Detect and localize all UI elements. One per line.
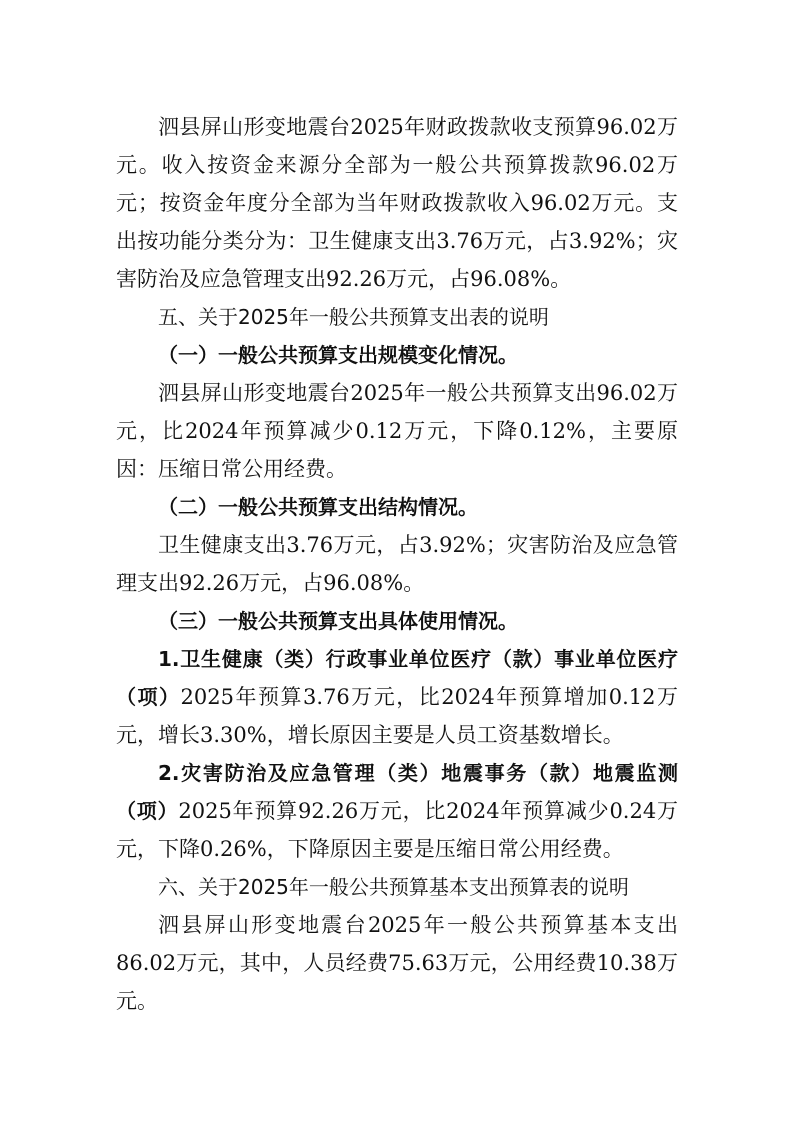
intro-paragraph: 泗县屏山形变地震台2025年财政拨款收支预算96.02万元。收入按资金来源分全部为一般公共预算拨款96.02万元；按资金年度分全部为当年财政拨款收入96.02万元。支出按功能分类分为：卫生健康支出3.76万元，占3.92%；灾害防治及应急管理支出92.26万元，占96.08%。 bbox=[116, 115, 678, 291]
section5-sub3-item1 bbox=[116, 640, 678, 754]
section5-sub2-title: （二）一般公共预算支出结构情况。 bbox=[158, 495, 478, 519]
item1-title: 1.卫生健康（类）行政事业单位医疗（款）事业单位医疗（项） bbox=[116, 647, 678, 709]
section6-text: 泗县屏山形变地震台2025年一般公共预算基本支出86.02万元，其中，人员经费75.63万元，公用经费10.38万元。 bbox=[116, 913, 678, 1013]
item1-text: 2025年预算3.76万元，比2024年预算增加0.12万元，增长3.30%，增长原因主要是人员工资基数增长。 bbox=[116, 685, 678, 747]
section5-sub2-text: 卫生健康支出3.76万元，占3.92%；灾害防治及应急管理支出92.26万元，占96.08%。 bbox=[116, 533, 678, 595]
section5-sub3-item2 bbox=[116, 754, 678, 868]
item2-text: 2025年预算92.26万元，比2024年预算减少0.24万元，下降0.26%，下降原因主要是压缩日常公用经费。 bbox=[116, 799, 678, 861]
section5-sub1-title: （一）一般公共预算支出规模变化情况。 bbox=[158, 343, 518, 367]
section5-title: 五、关于2025年一般公共预算支出表的说明 bbox=[158, 305, 549, 329]
item2-title: 2.灾害防治及应急管理（类）地震事务（款）地震监测（项） bbox=[116, 761, 678, 823]
section6-title: 六、关于2025年一般公共预算基本支出预算表的说明 bbox=[158, 875, 629, 899]
document-page bbox=[116, 108, 678, 1020]
section5-sub1-text: 泗县屏山形变地震台2025年一般公共预算支出96.02万元，比2024年预算减少0.12万元，下降0.12%，主要原因：压缩日常公用经费。 bbox=[116, 381, 678, 481]
section5-sub3-title: （三）一般公共预算支出具体使用情况。 bbox=[158, 609, 518, 633]
